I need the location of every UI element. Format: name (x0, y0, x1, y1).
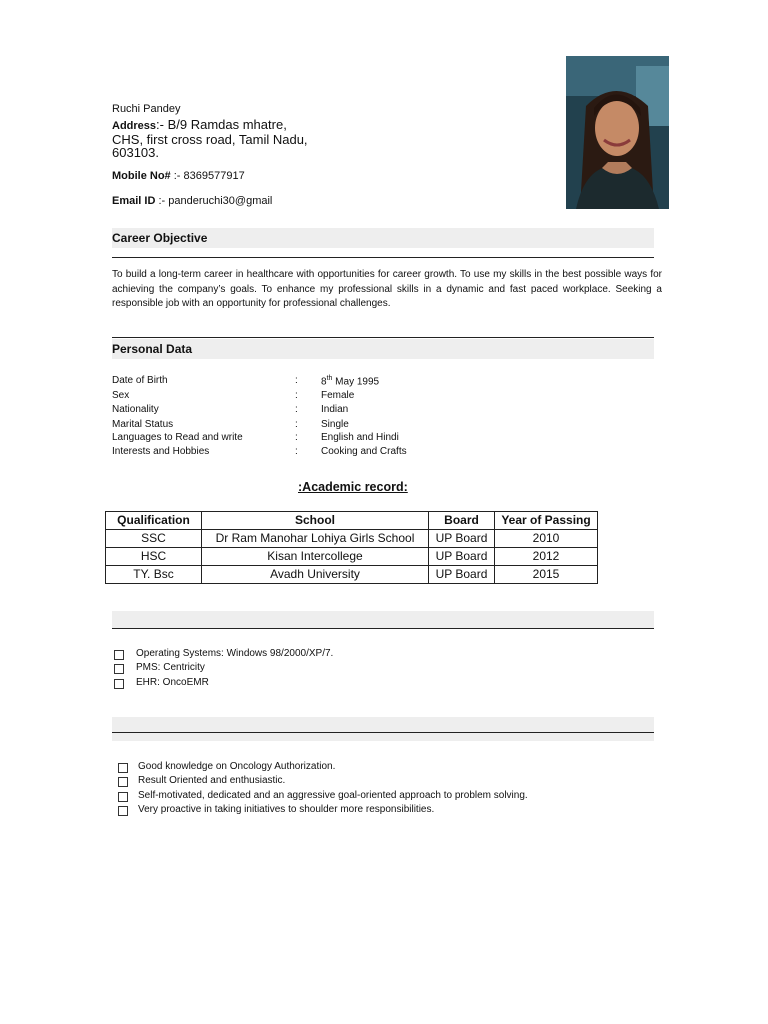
personal-row-colon: : (295, 419, 298, 430)
personal-row-value: Female (321, 390, 355, 401)
strength-text: Very proactive in taking initiatives to shoulder more responsibilities. (138, 804, 435, 815)
list-item (112, 648, 512, 662)
personal-row-value: Indian (321, 404, 349, 415)
table-row (106, 530, 598, 548)
cell-qualification: HSC (106, 548, 202, 566)
candidate-name: Ruchi Pandey (112, 103, 181, 115)
email-line (112, 195, 272, 207)
profile-photo (566, 56, 669, 209)
cell-school: Dr Ram Manohar Lohiya Girls School (202, 530, 429, 548)
list-item (114, 761, 634, 775)
cell-year: 2010 (495, 530, 598, 548)
personal-row-colon: : (295, 446, 298, 457)
personal-row-key: Interests and Hobbies (112, 446, 210, 457)
col-header-qualification: Qualification (106, 512, 202, 530)
checkbox-bullet-icon (114, 650, 124, 660)
cell-board: UP Board (429, 548, 495, 566)
list-item (112, 677, 512, 691)
list-item (114, 804, 634, 818)
strengths-bar-lower (112, 733, 654, 741)
table-row (106, 548, 598, 566)
table-row (106, 566, 598, 584)
col-header-school: School (202, 512, 429, 530)
personal-row-value (321, 375, 379, 387)
checkbox-bullet-icon (118, 792, 128, 802)
dob-month-year: May 1995 (332, 376, 380, 388)
dob-suffix: th (326, 375, 333, 382)
academic-record-table (105, 511, 598, 584)
personal-row-nationality (112, 404, 512, 418)
personal-row-key: Date of Birth (112, 375, 168, 386)
strength-text: Self-motivated, dedicated and an aggressive goal-oriented approach to problem solving. (138, 790, 528, 801)
personal-row-colon: : (295, 375, 298, 386)
cell-school: Kisan Intercollege (202, 548, 429, 566)
email-label: Email ID (112, 195, 156, 207)
personal-row-interests (112, 446, 512, 460)
cell-year: 2015 (495, 566, 598, 584)
strengths-heading (112, 717, 654, 732)
email-value: :- panderuchi30@gmail (155, 195, 273, 207)
personal-row-key: Nationality (112, 404, 159, 415)
personal-row-key: Sex (112, 390, 130, 401)
mobile-line (112, 170, 245, 182)
personal-row-colon: : (295, 390, 298, 401)
cell-school: Avadh University (202, 566, 429, 584)
personal-row-value: English and Hindi (321, 432, 399, 443)
personal-divider (112, 337, 654, 338)
checkbox-bullet-icon (114, 679, 124, 689)
skills-heading (112, 611, 654, 628)
cell-board: UP Board (429, 530, 495, 548)
checkbox-bullet-icon (118, 777, 128, 787)
table-header-row (106, 512, 598, 530)
personal-row-marital-status (112, 419, 512, 433)
skills-divider (112, 628, 654, 629)
list-item (114, 790, 634, 804)
personal-row-sex (112, 390, 512, 404)
list-item (112, 662, 512, 676)
mobile-value: :- 8369577917 (170, 170, 245, 182)
personal-row-key: Languages to Read and write (112, 432, 243, 443)
strength-text: Result Oriented and enthusiastic. (138, 775, 286, 786)
checkbox-bullet-icon (118, 763, 128, 773)
mobile-label: Mobile No# (112, 170, 171, 182)
checkbox-bullet-icon (114, 664, 124, 674)
cell-board: UP Board (429, 566, 495, 584)
address-block (112, 118, 312, 159)
personal-data-heading: Personal Data (112, 339, 654, 359)
personal-row-colon: : (295, 432, 298, 443)
checkbox-bullet-icon (118, 806, 128, 816)
personal-row-value: Cooking and Crafts (321, 446, 407, 457)
cell-qualification: TY. Bsc (106, 566, 202, 584)
personal-row-languages (112, 432, 512, 446)
cell-qualification: SSC (106, 530, 202, 548)
personal-row-value: Single (321, 419, 349, 430)
academic-record-title: :Academic record: (298, 480, 408, 494)
profile-photo-illustration (566, 56, 669, 209)
skill-text: EHR: OncoEMR (136, 677, 209, 688)
dob-day: 8 (321, 376, 327, 388)
personal-row-colon: : (295, 404, 298, 415)
address-label: Address (112, 120, 157, 132)
personal-row-dob (112, 375, 512, 389)
list-item (114, 775, 634, 789)
career-objective-text: To build a long-term career in healthcare with opportunities for career growth. To use my skills in the best possible ways for achieving the company’s goals. To enhance my professional skills in a dynamic and fast paced workplace. Seeking a responsible job with an opportunity for professional challenges. (112, 269, 662, 309)
skill-text: PMS: Centricity (136, 662, 205, 673)
career-divider (112, 257, 654, 258)
career-objective-heading: Career Objective (112, 228, 654, 248)
col-header-year: Year of Passing (495, 512, 598, 530)
address-value: :- B/9 Ramdas mhatre, CHS, first cross road, Tamil Nadu, 603103. (112, 117, 308, 160)
personal-row-key: Marital Status (112, 419, 174, 430)
strength-text: Good knowledge on Oncology Authorization. (138, 761, 336, 772)
cell-year: 2012 (495, 548, 598, 566)
col-header-board: Board (429, 512, 495, 530)
skill-text: Operating Systems: Windows 98/2000/XP/7. (136, 648, 334, 659)
